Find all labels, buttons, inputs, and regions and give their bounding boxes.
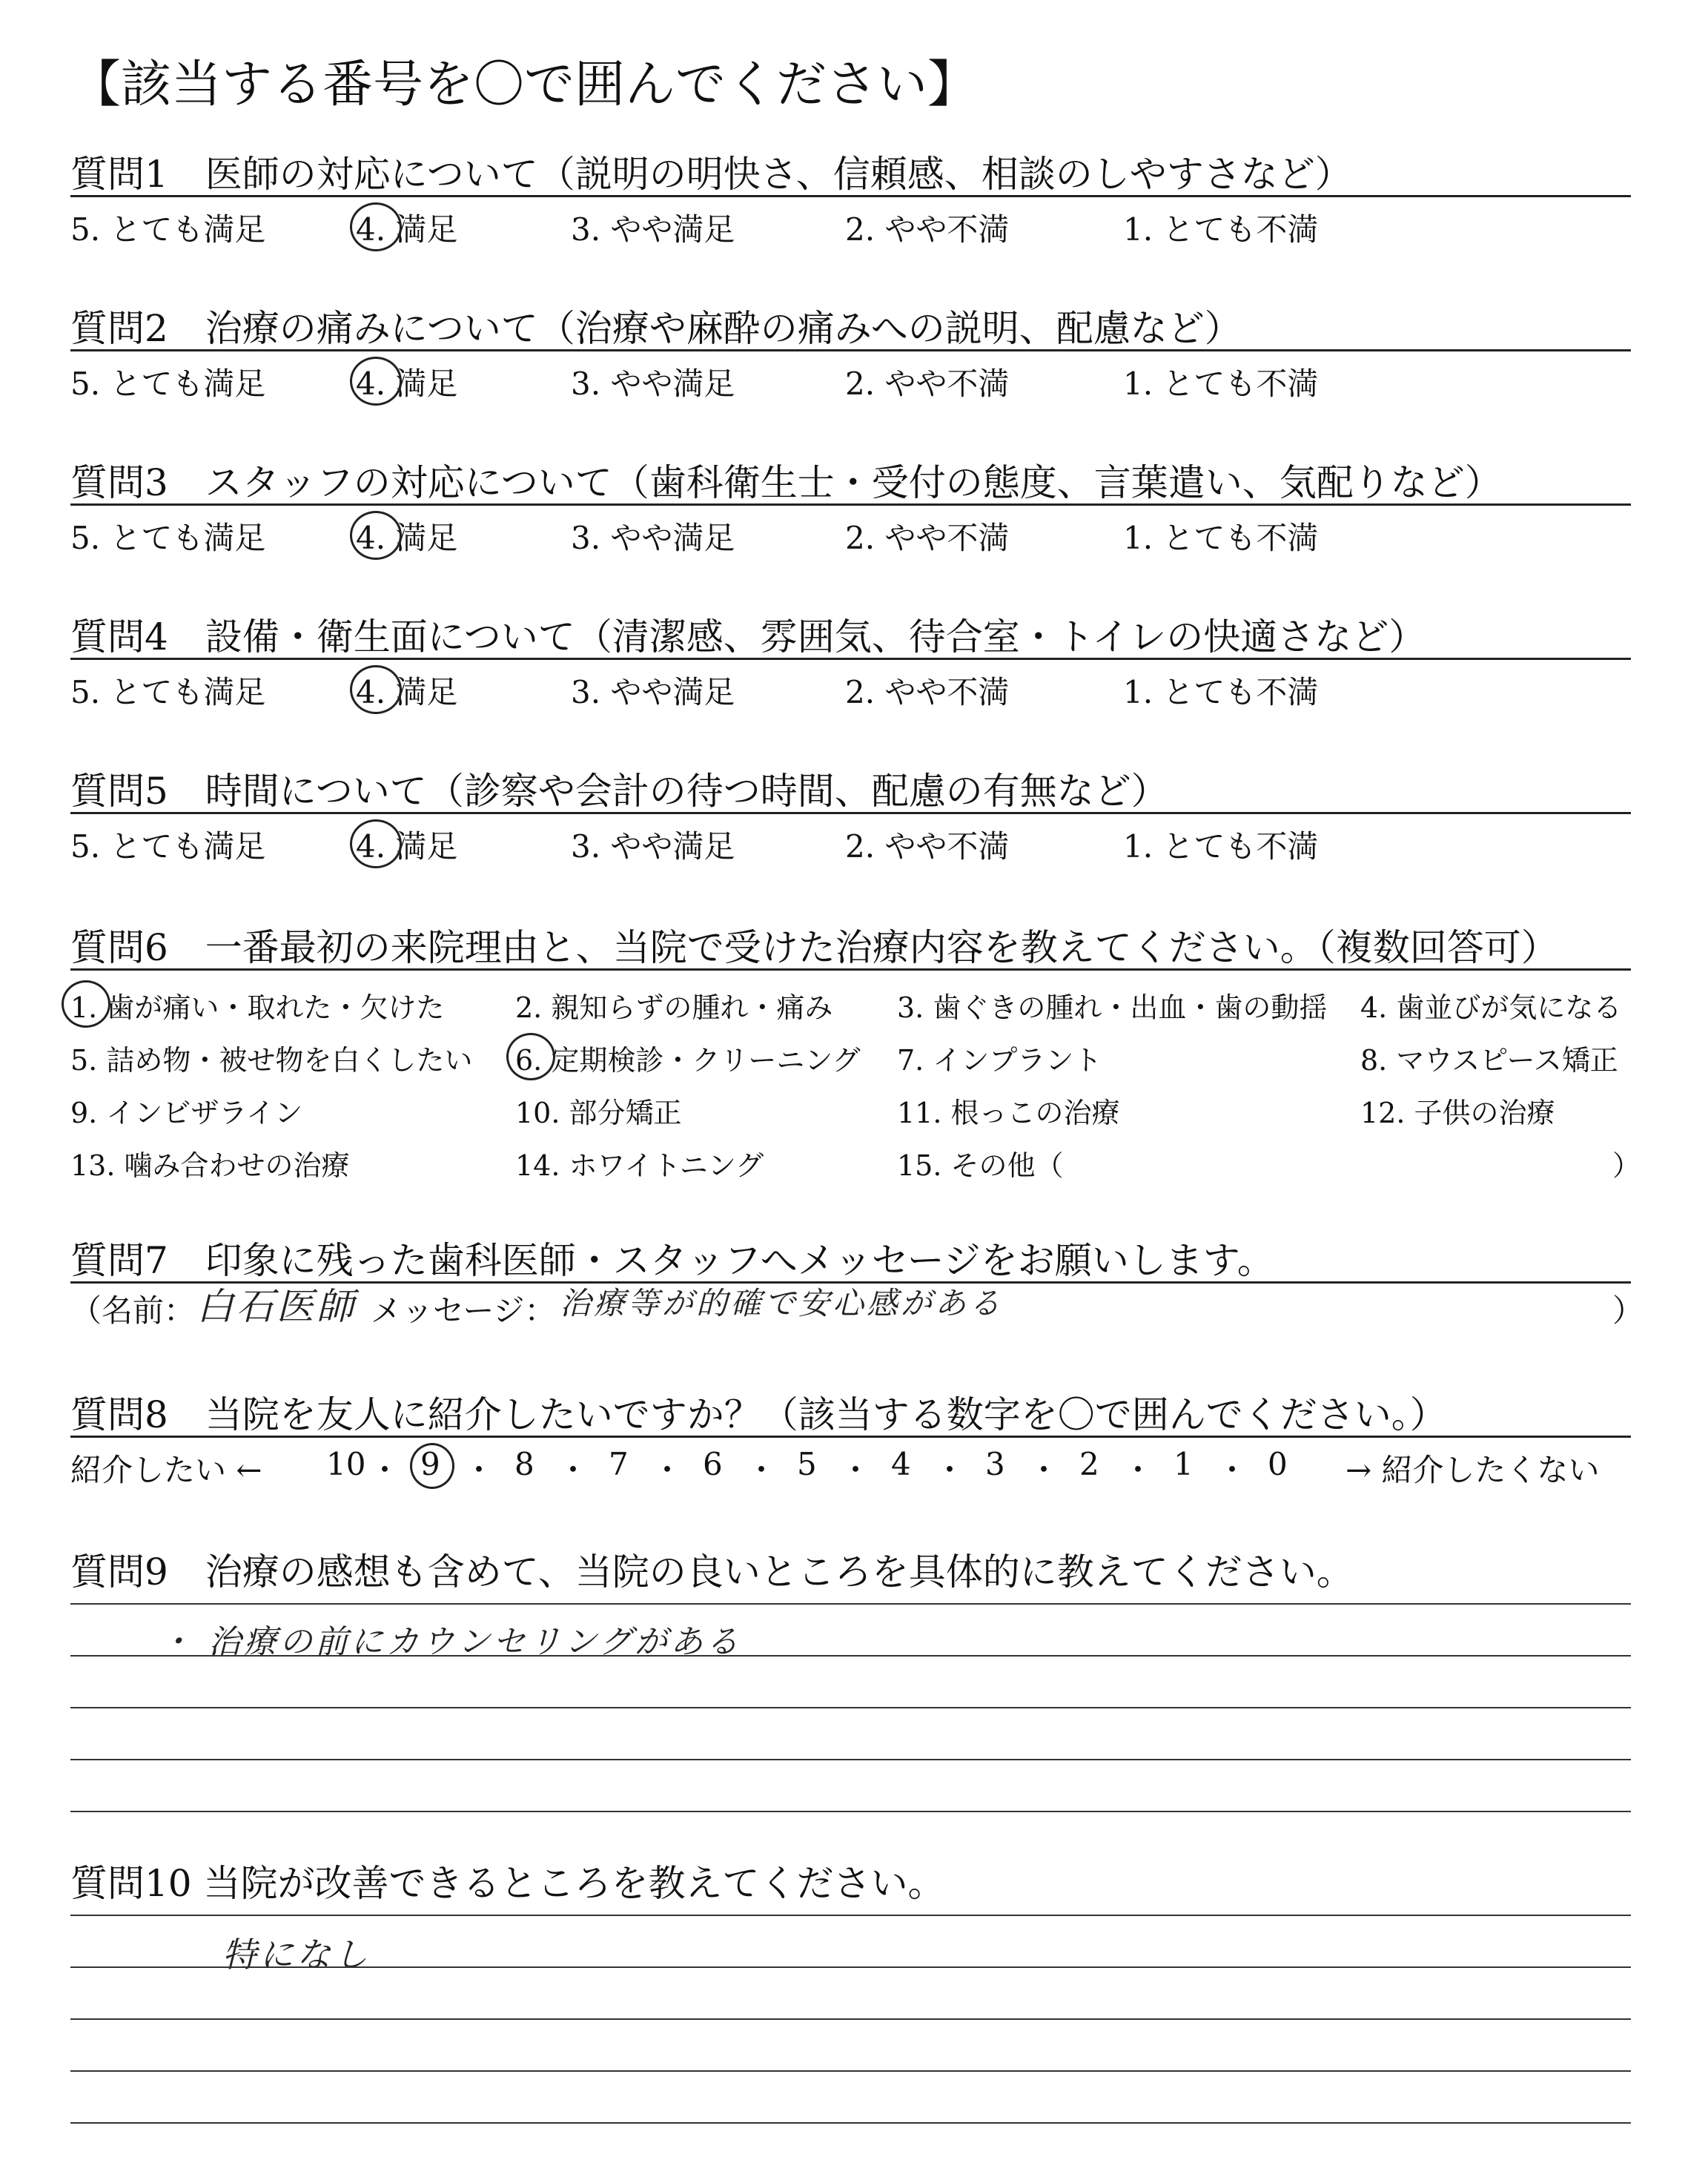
rating-option[interactable]: 3. やや満足 (571, 520, 735, 556)
rating-option[interactable]: 1. とても不満 (1123, 828, 1319, 865)
separator-dot: ・ (369, 1452, 401, 1488)
answer-line (70, 2070, 1631, 2072)
recommend-score[interactable]: 9 (420, 1446, 440, 1482)
rating-option[interactable]: 2. やや不満 (845, 674, 1010, 710)
reason-option[interactable]: 8. マウスピース矯正 (1360, 1044, 1618, 1077)
recommend-score[interactable]: 3 (985, 1446, 1005, 1482)
separator-dot: ・ (1217, 1452, 1248, 1488)
message-label: メッセージ： (371, 1292, 556, 1329)
rating-option[interactable]: 3. やや満足 (571, 828, 735, 865)
rating-option[interactable]: 2. やや不満 (845, 828, 1010, 865)
question-2-heading: 質問2 治療の痛みについて（治療や麻酔の痛みへの説明、配慮など） (70, 307, 1242, 350)
divider (70, 1436, 1631, 1438)
separator-dot: ・ (652, 1452, 683, 1488)
rating-option[interactable]: 5. とても満足 (70, 366, 266, 402)
name-handwritten[interactable]: 白石医師 (196, 1285, 357, 1328)
answer-line (70, 1655, 1631, 1657)
reason-option[interactable]: 6. 定期検診・クリーニング (515, 1044, 861, 1077)
reason-option[interactable]: 15. その他（ (897, 1149, 1064, 1182)
circled-answer-mark (350, 202, 402, 251)
rating-option[interactable]: 5. とても満足 (70, 828, 266, 865)
separator-dot: ・ (746, 1452, 778, 1488)
rating-option[interactable]: 4. 満足 (356, 366, 458, 402)
question-8-heading: 質問8 当院を友人に紹介したいですか？（該当する数字を〇で囲んでください。） (70, 1393, 1447, 1436)
question-9-heading: 質問9 治療の感想も含めて、当院の良いところを具体的に教えてください。 (70, 1550, 1354, 1593)
question-1-heading: 質問1 医師の対応について（説明の明快さ、信頼感、相談のしやすさなど） (70, 153, 1352, 196)
reason-option[interactable]: 3. 歯ぐきの腫れ・出血・歯の動揺 (897, 991, 1328, 1024)
rating-option[interactable]: 4. 満足 (356, 211, 458, 248)
answer-line (70, 1603, 1631, 1605)
separator-dot: ・ (1122, 1452, 1154, 1488)
reason-option[interactable]: 14. ホワイトニング (515, 1149, 764, 1182)
divider (70, 195, 1631, 197)
recommend-score[interactable]: 8 (514, 1446, 534, 1482)
rating-option[interactable]: 4. 満足 (356, 674, 458, 710)
answer-line (70, 2122, 1631, 2124)
divider (70, 503, 1631, 506)
question-4-heading: 質問4 設備・衛生面について（清潔感、雰囲気、待合室・トイレの快適さなど） (70, 615, 1426, 658)
circled-answer-mark (410, 1443, 454, 1489)
answer-line (70, 2018, 1631, 2020)
divider (70, 349, 1631, 351)
rating-option[interactable]: 1. とても不満 (1123, 366, 1319, 402)
circled-answer-mark (350, 511, 402, 560)
answer-line (70, 1707, 1631, 1708)
recommend-right-label: → 紹介したくない (1345, 1452, 1600, 1488)
separator-dot: ・ (840, 1452, 872, 1488)
recommend-score[interactable]: 1 (1174, 1446, 1194, 1482)
reason-option[interactable]: 4. 歯並びが気になる (1360, 991, 1622, 1024)
question-7-heading: 質問7 印象に残った歯科医師・スタッフへメッセージをお願いします。 (70, 1239, 1274, 1282)
page-title: 【該当する番号を〇で囲んでください】 (70, 56, 979, 114)
rating-option[interactable]: 3. やや満足 (571, 211, 735, 248)
rating-option[interactable]: 1. とても不満 (1123, 211, 1319, 248)
circled-answer-mark (506, 1033, 555, 1080)
recommend-score[interactable]: 7 (609, 1446, 629, 1482)
question-6-heading: 質問6 一番最初の来院理由と、当院で受けた治療内容を教えてください。（複数回答可） (70, 926, 1558, 969)
message-handwritten[interactable]: 治療等が的確で安心感がある (560, 1285, 1004, 1321)
reason-option[interactable]: 9. インビザライン (70, 1097, 303, 1129)
name-label: （名前： (70, 1292, 196, 1329)
rating-option[interactable]: 2. やや不満 (845, 366, 1010, 402)
answer-line (70, 1915, 1631, 1916)
separator-dot: ・ (463, 1452, 495, 1488)
recommend-score[interactable]: 6 (703, 1446, 723, 1482)
close-paren: ） (1612, 1292, 1644, 1329)
divider (70, 658, 1631, 660)
answer-line (70, 1811, 1631, 1812)
reason-option[interactable]: 12. 子供の治療 (1360, 1097, 1555, 1129)
answer-line (70, 1966, 1631, 1968)
recommend-score[interactable]: 2 (1079, 1446, 1099, 1482)
recommend-score[interactable]: 4 (891, 1446, 911, 1482)
circled-answer-mark (350, 665, 402, 714)
reason-option[interactable]: 11. 根っこの治療 (897, 1097, 1120, 1129)
recommend-left-label: 紹介したい ← (70, 1452, 262, 1488)
question-3-heading: 質問3 スタッフの対応について（歯科衛生士・受付の態度、言葉遣い、気配りなど） (70, 461, 1502, 504)
rating-option[interactable]: 5. とても満足 (70, 211, 266, 248)
question-10-heading: 質問10 当院が改善できるところを教えてください。 (70, 1862, 945, 1905)
rating-option[interactable]: 1. とても不満 (1123, 520, 1319, 556)
rating-option[interactable]: 2. やや不満 (845, 211, 1010, 248)
separator-dot: ・ (1028, 1452, 1060, 1488)
rating-option[interactable]: 4. 満足 (356, 520, 458, 556)
reason-option[interactable]: 5. 詰め物・被せ物を白くしたい (70, 1044, 473, 1077)
separator-dot: ・ (557, 1452, 589, 1488)
divider (70, 968, 1631, 971)
divider (70, 812, 1631, 814)
q10-answer-handwritten[interactable]: 特になし (222, 1935, 371, 1975)
question-5-heading: 質問5 時間について（診察や会計の待つ時間、配慮の有無など） (70, 770, 1168, 813)
rating-option[interactable]: 2. やや不満 (845, 520, 1010, 556)
rating-option[interactable]: 4. 満足 (356, 828, 458, 865)
rating-option[interactable]: 5. とても満足 (70, 520, 266, 556)
recommend-score[interactable]: 10 (326, 1446, 366, 1482)
answer-line (70, 1759, 1631, 1760)
reason-option[interactable]: 2. 親知らずの腫れ・痛み (515, 991, 833, 1024)
recommend-score[interactable]: 0 (1268, 1446, 1288, 1482)
separator-dot: ・ (934, 1452, 966, 1488)
rating-option[interactable]: 1. とても不満 (1123, 674, 1319, 710)
circled-answer-mark (62, 980, 110, 1028)
reason-option[interactable]: 13. 噛み合わせの治療 (70, 1149, 350, 1182)
close-paren: ） (1612, 1149, 1641, 1182)
q9-answer-handwritten[interactable]: ・ 治療の前にカウンセリングがある (159, 1623, 742, 1661)
rating-option[interactable]: 3. やや満足 (571, 366, 735, 402)
reason-option[interactable]: 10. 部分矯正 (515, 1097, 682, 1129)
circled-answer-mark (350, 357, 402, 406)
rating-option[interactable]: 3. やや満足 (571, 674, 735, 710)
reason-option[interactable]: 7. インプラント (897, 1044, 1102, 1077)
recommend-score[interactable]: 5 (797, 1446, 817, 1482)
circled-answer-mark (350, 819, 402, 868)
reason-option[interactable]: 1. 歯が痛い・取れた・欠けた (70, 991, 445, 1024)
rating-option[interactable]: 5. とても満足 (70, 674, 266, 710)
